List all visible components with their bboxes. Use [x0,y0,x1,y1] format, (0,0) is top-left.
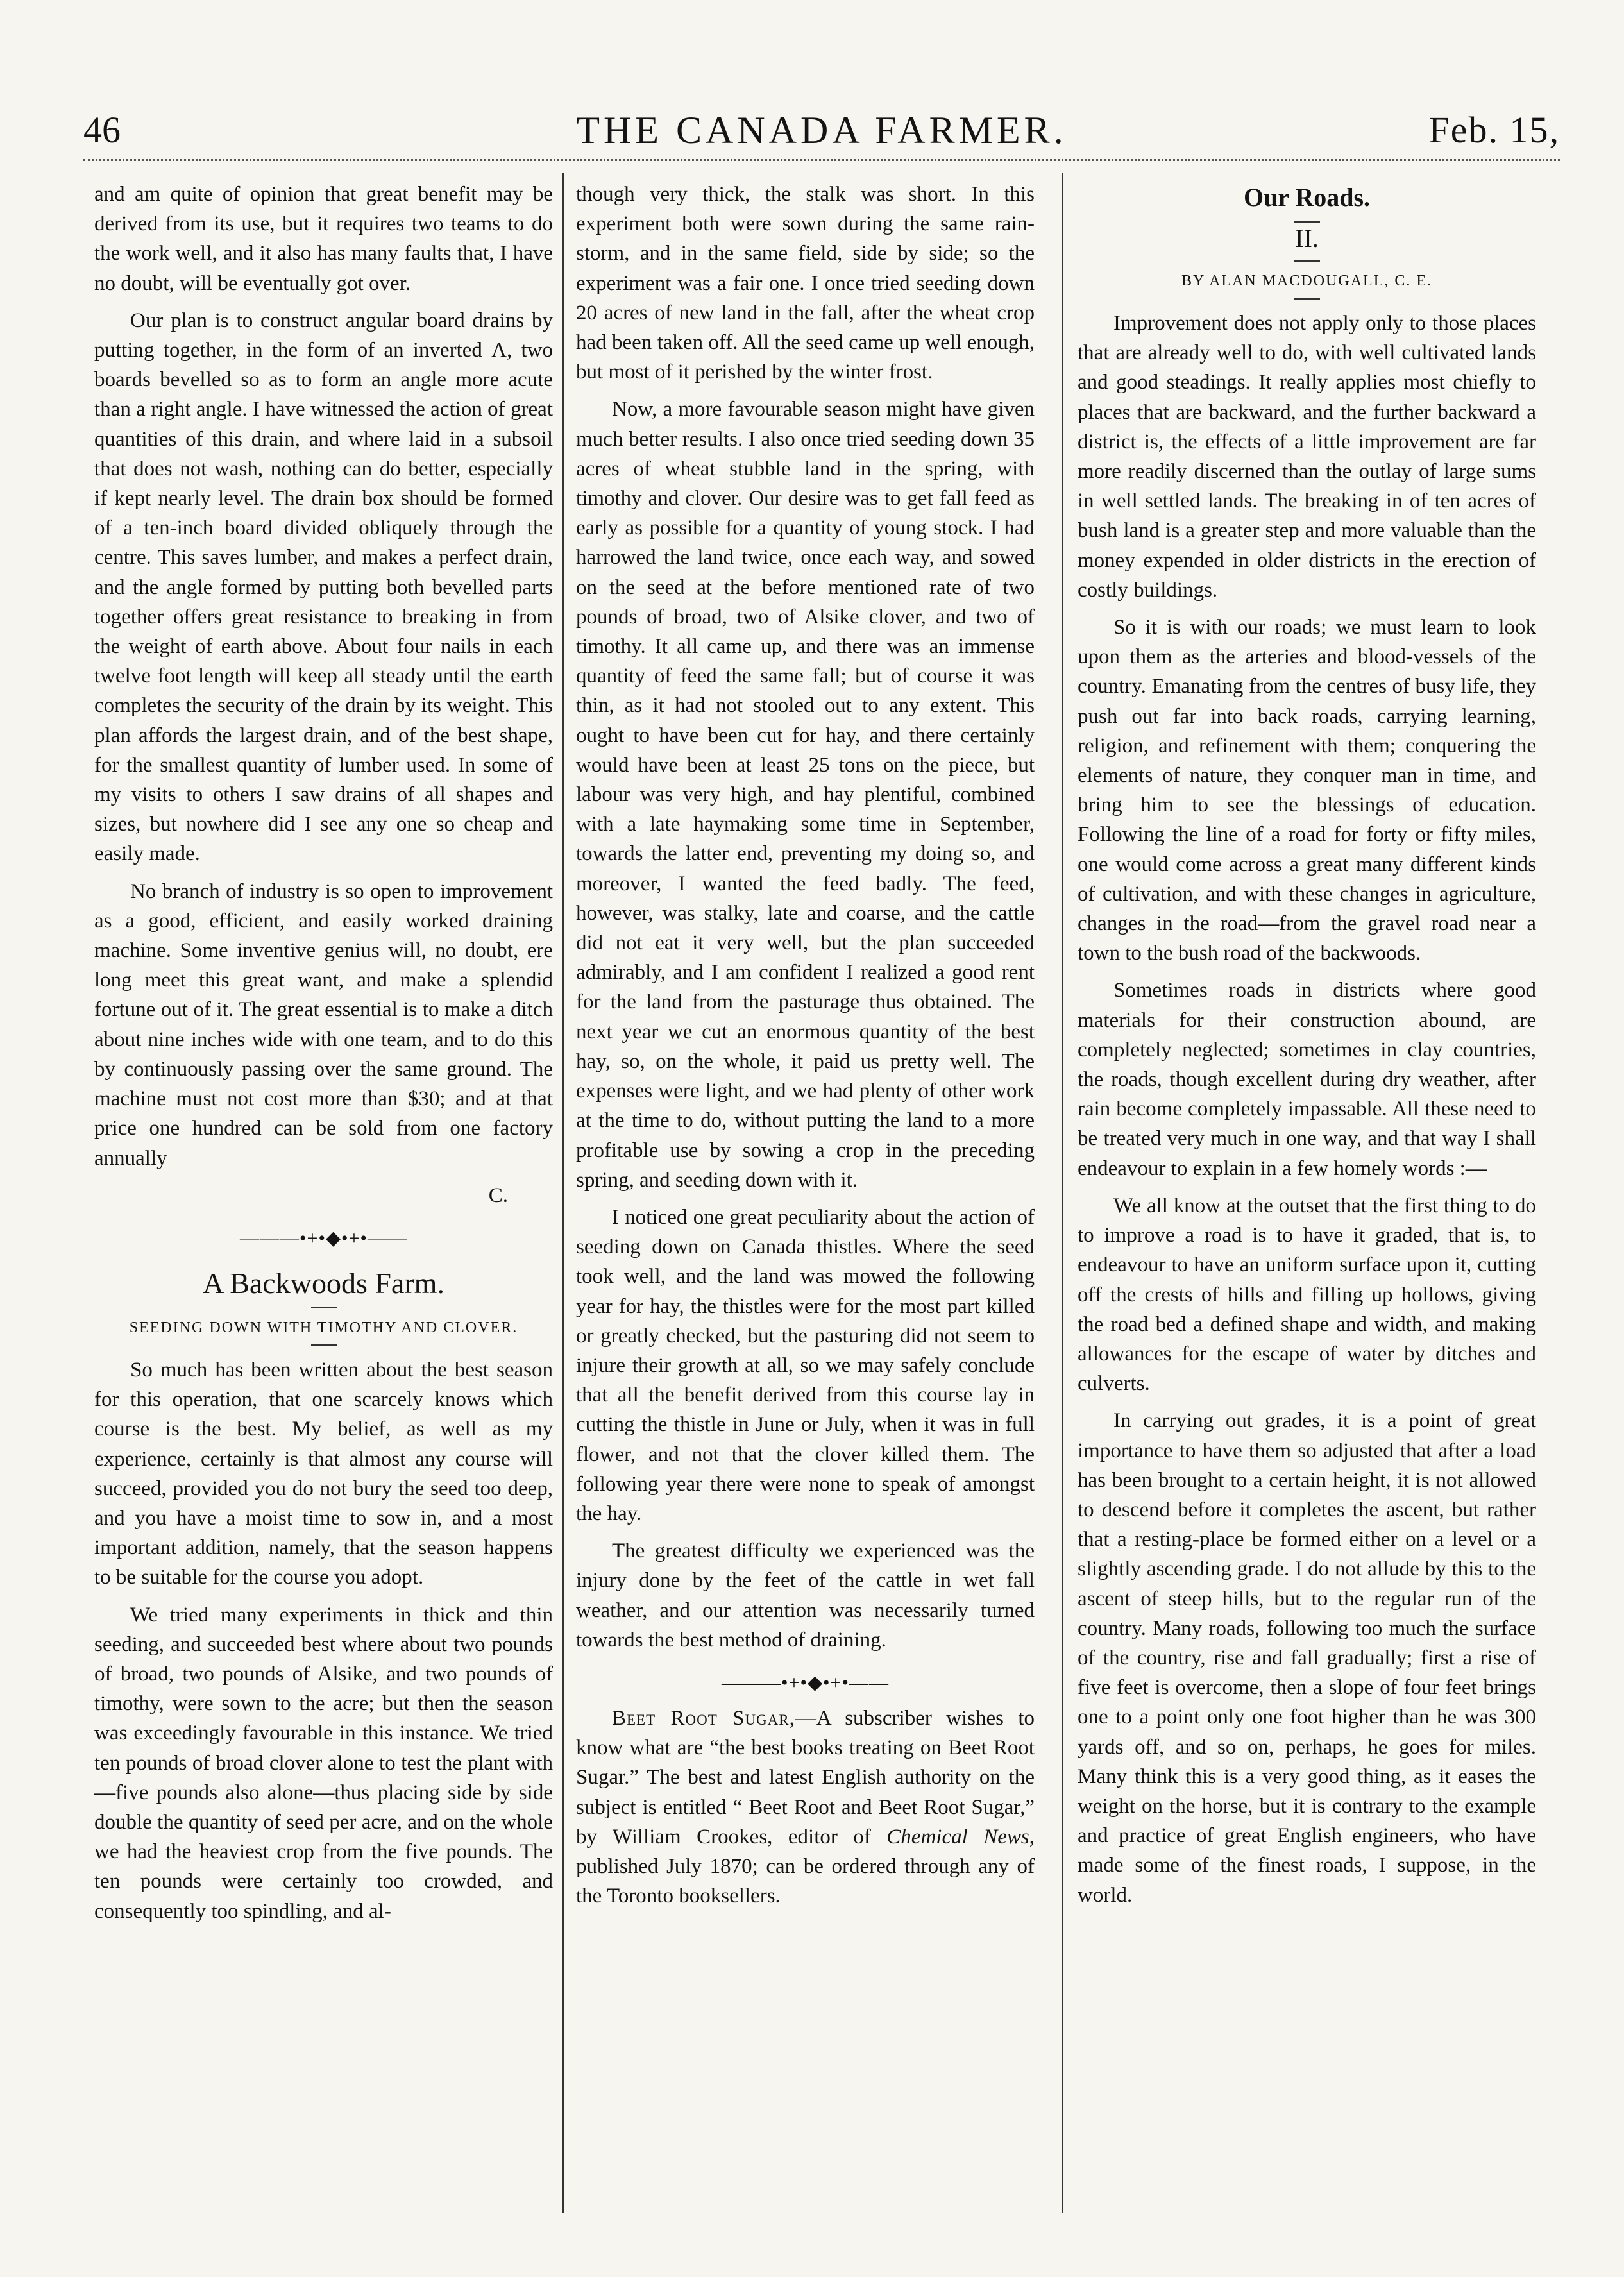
article-byline: BY ALAN MACDOUGALL, C. E. [1181,273,1433,289]
column-3 [1078,180,1536,1918]
paragraph: We all know at the outset that the first thing to do to improve a road is to have it graded, that is, to endeavour to have an uniform surface upon it, cutting off the crests of hills and filling up hollows, giving the road bed a defined shape and width, and making allowances for the escape of water by ditches and culverts. [1078,1194,1536,1396]
paragraph: So much has been written about the best season for this operation, that one scarcely knows which course is the best. My belief, as well as my experience, certainly is that almost any course will succeed, provided you do not bury the seed too deep, and you have a moist time to sow in, and a most important addition, namely, that the season happens to be suitable for the course you adopt. [94,1358,553,1589]
notice-text: , published July 1870; can be ordered through any of the Toronto booksellers. [576,1825,1035,1908]
column-1 [94,180,553,1934]
paragraph: No branch of industry is so open to improvement as a good, efficient, and easily worked draining machine. Some inventive genius will, no doubt, ere long meet this great want, and make a splendid fortune out of it. The great essential is to make a ditch about nine inches wide with one team, and to do this by continuously passing over the same ground. The machine must not cost more than $30; and at that price one hundred can be sold from one factory annually [94,879,553,1170]
paragraph: and am quite of opinion that great benefit may be derived from its use, but it requires two teams to do the work well, and it also has many faults that, I have no doubt, will be eventually got over. [94,183,553,295]
article-title: A Backwoods Farm. [203,1266,444,1299]
page-header [83,108,1560,153]
issue-date: Feb. 15, [1428,109,1560,151]
paragraph: Now, a more favourable season might have given much better results. I also once tried seeding down 35 acres of wheat stubble land in the spring, with timothy and clover. Our desire was to get fall feed as early as possible for a quantity of young stock. I had harrowed the land twice, once each way, and sowed on the seed at the before mentioned rate of two pounds of broad, two of Alsike clover, and two of timothy. It all came up, and there was an immense quantity of feed the same fall; but of course it was thin, as it had not stooled out to any extent. This ought to have been cut for hay, and there certainly would have been at least 25 tons on the piece, but labour was very high, and hay plentiful, combined with a late haymaking some time in September, towards the latter end, preventing my doing so, and moreover, I wanted the feed badly. The feed, however, was stalky, late and coarse, and the cattle did not eat it very well, but the plan succeeded admirably, and I am confident I realized a good rent for the land from the pasturage thus obtained. The next year we cut an enormous quantity of the best hay, so, on the whole, it paid us pretty well. The expenses were light, and we had plenty of other work at the time to do, without putting the land to a more profitable use by sowing a crop in the preceding spring, and seeding down with it. [576,398,1035,1192]
header-rule [83,159,1560,161]
journal-title: Chemical News [886,1825,1029,1849]
publication-title: THE CANADA FARMER. [576,109,1067,151]
title-dash [1294,298,1320,300]
author-signature: C. [488,1183,508,1207]
title-dash [311,1344,337,1346]
paragraph: Our plan is to construct angular board drains by putting together, in the form of an inverted Λ, two boards bevelled so as to form an angle more acute than a right angle. I have witnessed the action of great quantities of this drain, and where laid in a subsoil that does not wash, nothing can do better, especially if kept nearly level. The drain box should be formed of a ten-inch board divided obliquely through the centre. This saves lumber, and makes a perfect drain, and the angle formed by putting both bevelled parts together offers great resistance to breaking in from the weight of earth above. About four nails in each twelve foot length will keep all steady until the earth completes the security of the drain by its weight. This plan affords the largest drain, and of the best shape, for the smallest quantity of lumber used. In some of my visits to others I saw drains of all shapes and sizes, but nowhere did I see any one so cheap and easily made. [94,309,553,866]
paragraph: Improvement does not apply only to those places that are already well to do, with well cultivated lands and good steadings. It really applies most chiefly to places that are backward, and the further backward a district is, the effects of a little improvement are far more readily discerned than the outlay of large sums in well settled lands. The breaking in of ten acres of bush land is a greater step and more valuable than the money expended in older districts in the erection of costly buildings. [1078,312,1536,602]
section-ornament: ———•+•◆•+•—— [240,1227,407,1249]
article-title: Our Roads. [1243,183,1371,212]
paragraph: We tried many experiments in thick and thin seeding, and succeeded best where about two pounds of broad, two pounds of Alsike, and two pounds of timothy, were sown to the acre; but then the season was exceedingly favourable in this instance. We tried ten pounds of broad clover alone to test the plant with—five pounds also alone—thus placing side by side double the quantity of seed per acre, and on the whole we had the heaviest crop from the five pounds. The ten pounds were certainly too crowded, and consequently too spindling, and al- [94,1603,553,1923]
notice-text: —A subscriber wishes to know what are “the best books treating on Beet Root Sugar.” The best and latest English authority on the subject is entitled “ Beet Root and Beet Root Sugar,” by William Crookes, editor of [576,1706,1035,1849]
column-divider [1062,173,1063,2213]
article-part-number: II. [1295,224,1319,253]
paragraph: The greatest difficulty we experienced was the injury done by the feet of the cattle in wet fall weather, and our attention was necessarily turned towards the best method of draining. [576,1539,1035,1652]
section-ornament: ———•+•◆•+•—— [722,1672,889,1693]
paragraph: So it is with our roads; we must learn to look upon them as the arteries and blood-vessels of the country. Emanating from the centres of busy life, they push out far into back roads, carrying learning, religion, and refinement with them; conquering the elements of nature, they conquer man in time, and bring him to see the blessings of education. Following the line of a road for forty or fifty miles, one would come across a great many different kinds of cultivation, and with these changes in agriculture, changes in the road—from the gravel road near a town to the bush road of the backwoods. [1078,616,1536,965]
page-number: 46 [83,109,121,151]
paragraph: I noticed one great peculiarity about the action of seeding down on Canada thistles. Where the seed took well, and the land was mowed the following year for hay, the thistles were for the most part killed or greatly checked, but the pasturing did not seem to injure their growth at all, so we may safely conclude that all the benefit derived from this course lay in cutting the thistle in June or July, when it was in full flower, and not that the clover killed them. The following year there were none to speak of amongst the hay. [576,1205,1035,1525]
title-dash [311,1307,337,1308]
notice-lead: Beet Root Sugar, [612,1706,795,1730]
notice-paragraph [576,1704,1035,1911]
article-subtitle: SEEDING DOWN WITH TIMOTHY AND CLOVER. [129,1319,518,1336]
column-2 [576,180,1035,1918]
column-divider [562,173,564,2213]
paragraph: In carrying out grades, it is a point of great importance to have them so adjusted that after a load has been brought to a certain height, it is not allowed to descend before it completes the ascent, but rather that a resting-place be formed either on a level or a slightly ascending grade. I do not allude by this to the ascent of steep hills, but to the regular run of the country. Many roads, following too much the surface of the country, rise and fall gradually; first a rise of five feet is overcome, then a slope of four feet brings one to a point only one foot higher than he was 300 yards off, and so on, perhaps, he goes for miles. Many think this is a very good thing, as it eases the weight on the horse, but it is contrary to the example and practice of great English engineers, who have made some of the finest roads, I suppose, in the world. [1078,1409,1536,1907]
paragraph: though very thick, the stalk was short. In this experiment both were sown during the same rain-storm, and in the same field, side by side; so the experiment was a fair one. I once tried seeding down 20 acres of new land in the fall, after the wheat crop had been taken off. All the seed came up well enough, but most of it perished by the winter frost. [576,183,1035,384]
title-dash [1294,260,1320,262]
paragraph: Sometimes roads in districts where good materials for their construction abound, are completely neglected; sometimes in clay countries, the roads, though excellent during dry weather, after rain become completely impassable. All these need to be treated very much in one way, and that way I shall endeavour to explain in a few homely words :— [1078,979,1536,1180]
